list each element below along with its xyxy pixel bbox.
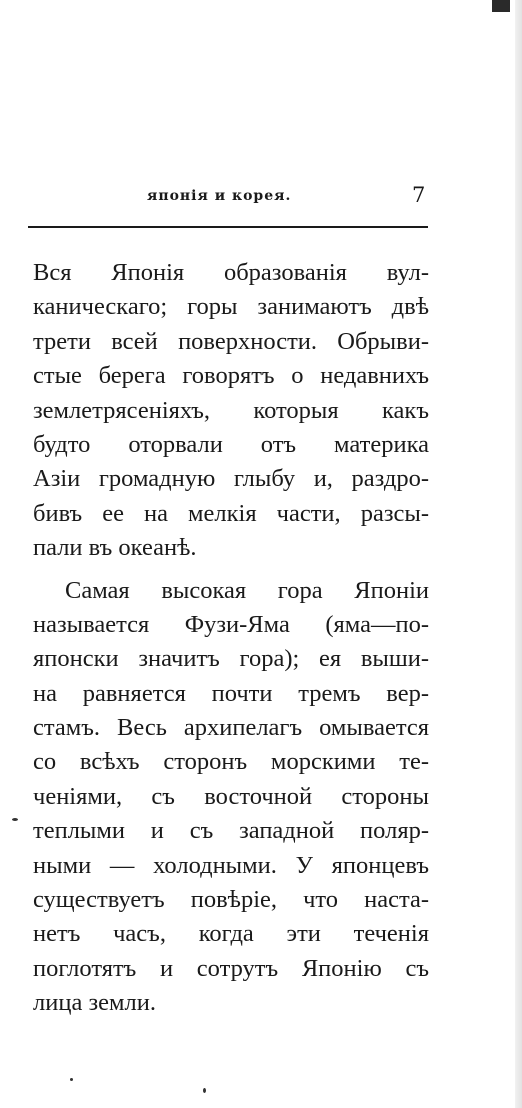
text-line: каническаго; горы занимаютъ двѣ (33, 293, 429, 321)
text-line: со всѣхъ сторонъ морскими те- (33, 748, 429, 776)
text-line: на равняется почти тремъ вер- (33, 679, 429, 707)
text-line: стые берега говорятъ о недавнихъ (33, 362, 429, 390)
text-line: называется Фузи-Яма (яма—по- (33, 610, 429, 638)
text-line: стамъ. Весь архипелагъ омывается (33, 714, 429, 742)
page-number: 7 (412, 183, 426, 207)
text-line: нетъ часъ, когда эти теченія (33, 920, 429, 948)
text-line: пали въ океанѣ. (33, 534, 197, 562)
text-line: землетрясеніяхъ, которыя какъ (33, 396, 429, 424)
ink-speck (203, 1088, 206, 1093)
ink-speck (70, 1078, 73, 1081)
text-line: трети всей поверхности. Обрыви- (33, 327, 429, 355)
text-line: Вся Японія образованія вул- (33, 259, 429, 286)
text-line: будто оторвали отъ материка (33, 430, 429, 458)
text-line: лица земли. (33, 989, 156, 1017)
text-line: Азіи громадную глыбу и, раздро- (33, 465, 429, 493)
text-line: существуетъ повѣріе, что наста- (33, 886, 429, 914)
paragraph-1 (33, 256, 429, 566)
text-line: поглотятъ и сотрутъ Японію съ (33, 954, 429, 982)
paragraph-gap (33, 566, 429, 574)
text-line: японски значитъ гора); ея выши- (33, 645, 429, 673)
body-text (33, 256, 429, 1021)
page-corner-mark (492, 0, 510, 12)
text-line: ченіями, съ восточной стороны (33, 782, 429, 810)
page-edge-shadow (515, 0, 522, 1108)
text-line: бивъ ее на мелкія части, разсы- (33, 499, 429, 527)
header-rule (28, 226, 428, 228)
text-line: Самая высокая гора Японіи (65, 576, 429, 604)
text-line: ными — холодными. У японцевъ (33, 851, 429, 879)
paragraph-2 (33, 574, 429, 1021)
running-header: японія и корея. (147, 188, 292, 204)
ink-speck (12, 818, 18, 821)
text-line: теплыми и съ западной поляр- (33, 817, 429, 845)
